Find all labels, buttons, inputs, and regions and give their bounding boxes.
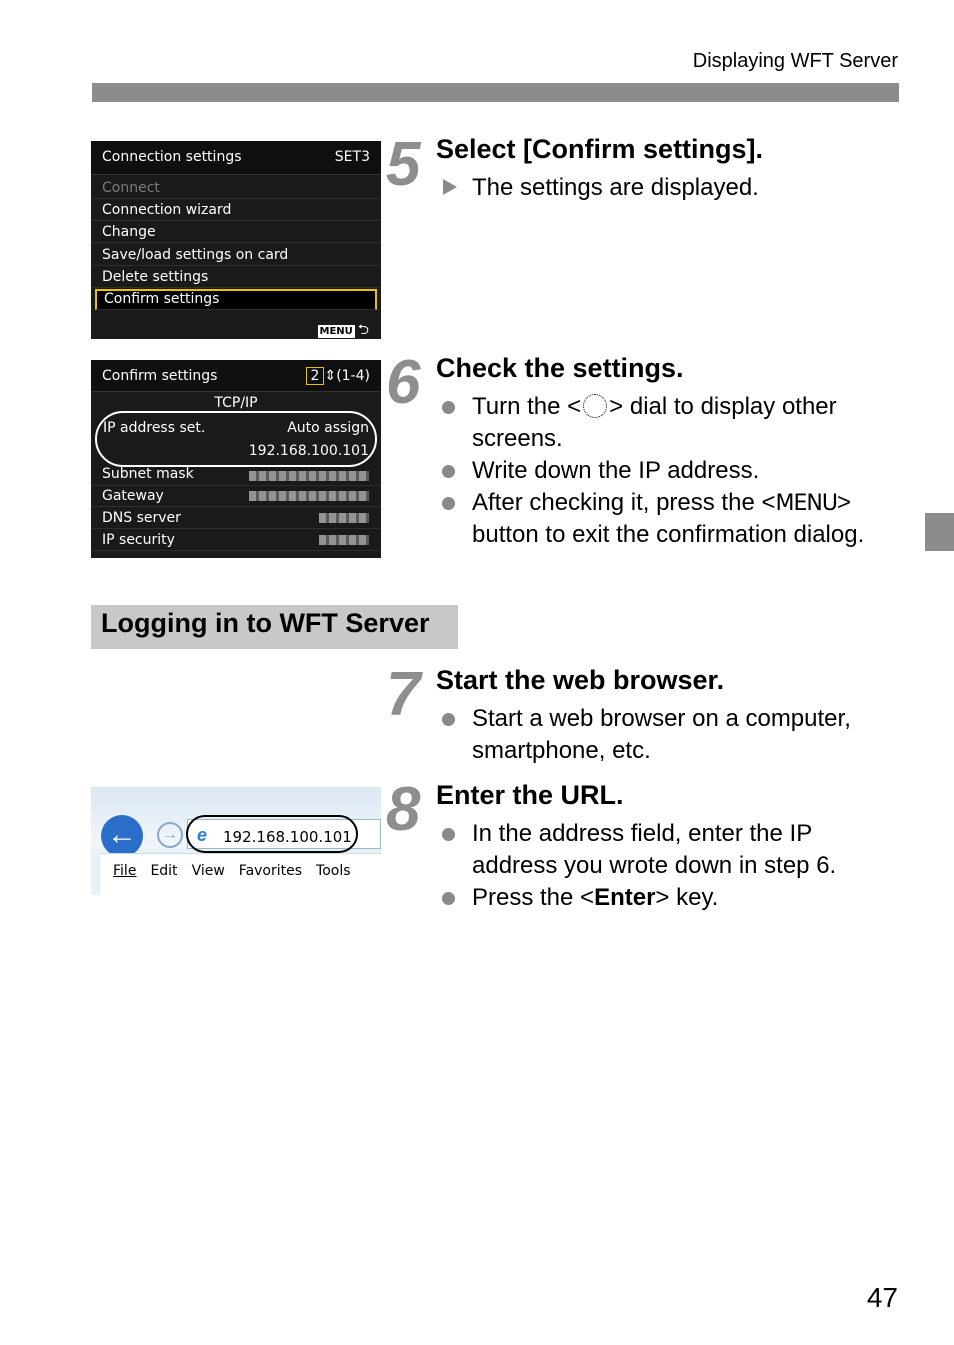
row-gateway: Gateway (91, 486, 381, 507)
screen-header (91, 360, 381, 392)
step-5-title: Select [Confirm settings]. (436, 134, 764, 164)
page-indicator: 2 (306, 367, 325, 385)
step-8-bullet-1: In the address field, enter the IP (472, 820, 813, 847)
step-number-6: 6 (386, 348, 419, 417)
menu-edit[interactable]: Edit (150, 863, 178, 879)
ip-value: 192.168.100.101 (248, 443, 369, 459)
bullet (442, 401, 455, 414)
text: Turn the < (472, 393, 582, 420)
step-7-title: Start the web browser. (436, 665, 725, 695)
ip-mode: Auto assign (287, 420, 369, 436)
ie-logo-icon: e (197, 825, 208, 845)
step-number-5: 5 (386, 130, 419, 199)
text: > dial to display other (609, 393, 837, 420)
blurred-value (249, 471, 369, 481)
subheader: TCP/IP (214, 395, 258, 411)
bullet (442, 497, 455, 510)
step-number-7: 7 (386, 660, 419, 729)
bullet (442, 828, 455, 841)
step-6-bullet-3-line2: button to exit the confirmation dialog. (472, 521, 865, 548)
menu-view[interactable]: View (191, 863, 225, 879)
step-6-bullet-3 (472, 487, 851, 520)
camera-screen-confirm-settings (91, 360, 381, 558)
blurred-value (249, 491, 369, 501)
menu-item-connection-wizard: Connection wizard (91, 200, 381, 221)
return-icon: ⮌ (357, 322, 369, 338)
forward-arrow-icon[interactable]: → (157, 822, 183, 848)
address-text[interactable]: 192.168.100.101 (223, 828, 352, 846)
blurred-value (319, 513, 369, 523)
blurred-value (319, 535, 369, 545)
step-number-8: 8 (386, 775, 419, 844)
step-8-title: Enter the URL. (436, 780, 624, 810)
screen-footer (318, 319, 370, 343)
text: > (836, 489, 851, 516)
text: > key. (655, 884, 719, 911)
screen-code: SET3 (334, 149, 370, 165)
page-range: (1-4) (336, 368, 370, 384)
menu-button-icon: MENU (775, 491, 837, 516)
result-arrow-icon (443, 179, 457, 195)
menu-file[interactable]: File (113, 863, 137, 879)
row-subnet-mask: Subnet mask (91, 465, 381, 486)
step-7-bullet-1: Start a web browser on a computer, (472, 705, 851, 732)
header-bar (92, 83, 899, 102)
menu-item-save-load: Save/load settings on card (91, 245, 381, 266)
camera-screen-connection-settings (91, 141, 381, 339)
section-heading: Logging in to WFT Server (101, 608, 430, 638)
screen-header (91, 141, 381, 175)
back-arrow-icon[interactable]: ← (101, 815, 143, 857)
screen-title: Connection settings (102, 149, 242, 165)
ip-address-label: IP address set. (103, 420, 206, 436)
menu-item-change: Change (91, 222, 381, 243)
browser-screenshot (91, 787, 381, 895)
menu-item-confirm-settings: Confirm settings (95, 289, 377, 310)
running-header: Displaying WFT Server (692, 50, 898, 72)
page-number: 47 (866, 1282, 898, 1313)
step-7-bullet-1-line2: smartphone, etc. (472, 737, 651, 764)
text: After checking it, press the < (472, 489, 776, 516)
enter-key-label: Enter (594, 884, 656, 911)
menu-tools[interactable]: Tools (316, 863, 351, 879)
bullet (442, 465, 455, 478)
menu-bar (113, 863, 351, 879)
step-8-bullet-2 (472, 882, 718, 914)
menu-button-label: MENU (319, 325, 353, 337)
chapter-tab (925, 513, 954, 551)
bullet (442, 713, 455, 726)
menu-item-connect: Connect (91, 178, 381, 199)
row-dns-server: DNS server (91, 508, 381, 529)
menu-item-delete-settings: Delete settings (91, 267, 381, 288)
bullet (442, 892, 455, 905)
step-5-result: The settings are displayed. (472, 174, 759, 201)
text: Press the < (472, 884, 595, 911)
menu-favorites[interactable]: Favorites (238, 863, 303, 879)
dial-icon (583, 394, 607, 418)
step-6-bullet-2: Write down the IP address. (472, 457, 760, 484)
row-ip-security: IP security (91, 530, 381, 551)
updown-icon: ⇕ (324, 368, 337, 384)
screen-title: Confirm settings (102, 368, 218, 384)
step-6-bullet-1 (472, 391, 837, 423)
step-8-bullet-1-line2: address you wrote down in step 6. (472, 852, 837, 879)
step-6-title: Check the settings. (436, 353, 684, 383)
step-6-bullet-1-line2: screens. (472, 425, 563, 452)
